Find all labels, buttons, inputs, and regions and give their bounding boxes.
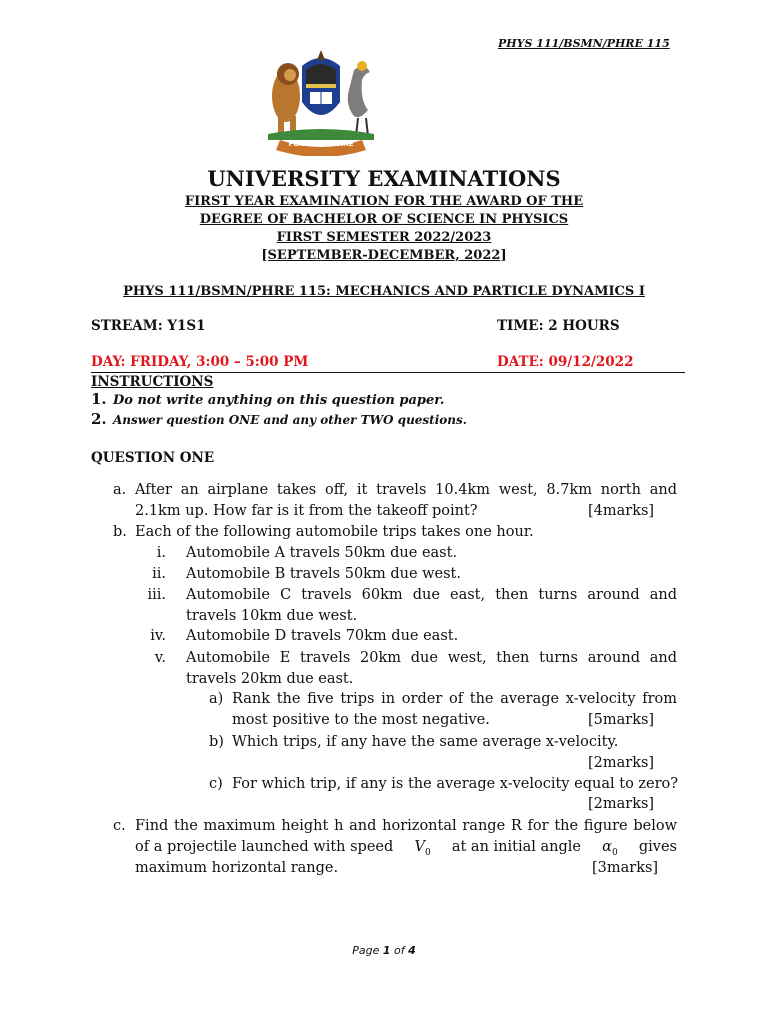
- trip-label-i: i.: [156, 545, 166, 561]
- instructions-heading: INSTRUCTIONS: [91, 374, 214, 390]
- trip-text-v: Automobile E travels 20km due west, then turns around and: [186, 650, 677, 666]
- instruction-item-1: [91, 390, 444, 408]
- instruction-item-2: [91, 410, 467, 428]
- page-total: 4: [408, 944, 416, 957]
- instruction-number: 2.: [91, 410, 107, 428]
- date-label: DATE: 09/12/2022: [497, 354, 634, 370]
- course-code-header: PHYS 111/BSMN/PHRE 115: [498, 37, 670, 50]
- trip-text-v-cont: travels 20km due east.: [186, 671, 354, 687]
- instruction-text: Do not write anything on this question paper.: [113, 393, 445, 408]
- part-a-line-1: After an airplane takes off, it travels 10.4km west, 8.7km north and: [135, 482, 677, 498]
- subpart-label-c: c): [209, 776, 223, 792]
- subtitle-line-1: FIRST YEAR EXAMINATION FOR THE AWARD OF THE: [184, 194, 584, 209]
- part-c-marks: [3marks]: [592, 860, 659, 876]
- part-a-line-2: 2.1km up. How far is it from the takeoff point?: [135, 503, 478, 519]
- instruction-text: Answer question ONE and any other TWO questions.: [113, 413, 467, 427]
- part-c-text-b: at an initial angle: [451, 839, 581, 855]
- subpart-label-b: b): [209, 734, 224, 750]
- subpart-c-line-1: For which trip, if any is the average x-velocity equal to zero?: [232, 776, 679, 792]
- question-one-heading: QUESTION ONE: [91, 450, 215, 466]
- part-c-line-3: maximum horizontal range.: [135, 860, 339, 876]
- part-b-label: b.: [113, 524, 127, 540]
- page-footer: [0, 944, 768, 957]
- subpart-c-marks: [2marks]: [588, 796, 655, 812]
- instruction-number: 1.: [91, 390, 107, 408]
- exam-title: UNIVERSITY EXAMINATIONS: [207, 166, 561, 191]
- course-title: PHYS 111/BSMN/PHRE 115: MECHANICS AND PARTICLE DYNAMICS I: [123, 284, 645, 299]
- subpart-a-line-2: most positive to the most negative.: [232, 712, 490, 728]
- alpha0-symbol: [602, 839, 618, 858]
- stream-label: STREAM: Y1S1: [91, 318, 206, 334]
- alpha-subscript: 0: [611, 847, 618, 858]
- subpart-a-marks: [5marks]: [588, 712, 655, 728]
- trip-text-i: Automobile A travels 50km due east.: [186, 545, 458, 561]
- v0-symbol: [414, 839, 430, 858]
- crest-motto: FONS SCIENTIAE: [288, 140, 354, 148]
- trip-label-v: v.: [154, 650, 166, 666]
- subtitle-line-2: DEGREE OF BACHELOR OF SCIENCE IN PHYSICS: [199, 212, 569, 227]
- alpha-letter: α: [602, 839, 612, 855]
- subtitle-line-4: [SEPTEMBER-DECEMBER, 2022]: [261, 248, 507, 263]
- subpart-b-line-1: Which trips, if any have the same average x-velocity.: [232, 734, 619, 750]
- part-a-label: a.: [113, 482, 127, 498]
- page-word: Page: [352, 944, 380, 957]
- of-word: of: [394, 944, 405, 957]
- meta-divider: [91, 372, 685, 373]
- subpart-a-line-1: Rank the five trips in order of the average x-velocity from: [232, 691, 677, 707]
- trip-text-ii: Automobile B travels 50km due west.: [186, 566, 461, 582]
- subpart-b-marks: [2marks]: [588, 755, 655, 771]
- part-c-label: c.: [113, 818, 126, 834]
- trip-text-iii: Automobile C travels 60km due east, then turns around and: [186, 587, 677, 603]
- part-c-line-1: Find the maximum height h and horizontal range R for the figure below: [135, 818, 677, 834]
- part-c-text-c: gives: [638, 839, 677, 855]
- part-c-line-2: [135, 839, 677, 858]
- trip-label-ii: ii.: [152, 566, 166, 582]
- page-number: 1: [382, 944, 391, 957]
- part-c-text-a: of a projectile launched with speed: [135, 839, 394, 855]
- subtitle-line-3: FIRST SEMESTER 2022/2023: [276, 230, 492, 245]
- day-label: DAY: FRIDAY, 3:00 – 5:00 PM: [91, 354, 309, 370]
- trip-label-iv: iv.: [150, 628, 166, 644]
- trip-text-iii-cont: travels 10km due west.: [186, 608, 358, 624]
- trip-text-iv: Automobile D travels 70km due east.: [186, 628, 459, 644]
- part-a-marks: [4marks]: [588, 503, 655, 519]
- v0-subscript: 0: [424, 847, 431, 858]
- university-crest-logo: [258, 48, 384, 156]
- part-b-text: Each of the following automobile trips takes one hour.: [135, 524, 534, 540]
- time-label: TIME: 2 HOURS: [497, 318, 620, 334]
- trip-label-iii: iii.: [147, 587, 166, 603]
- subpart-label-a: a): [209, 691, 224, 707]
- v0-letter: V: [414, 839, 425, 855]
